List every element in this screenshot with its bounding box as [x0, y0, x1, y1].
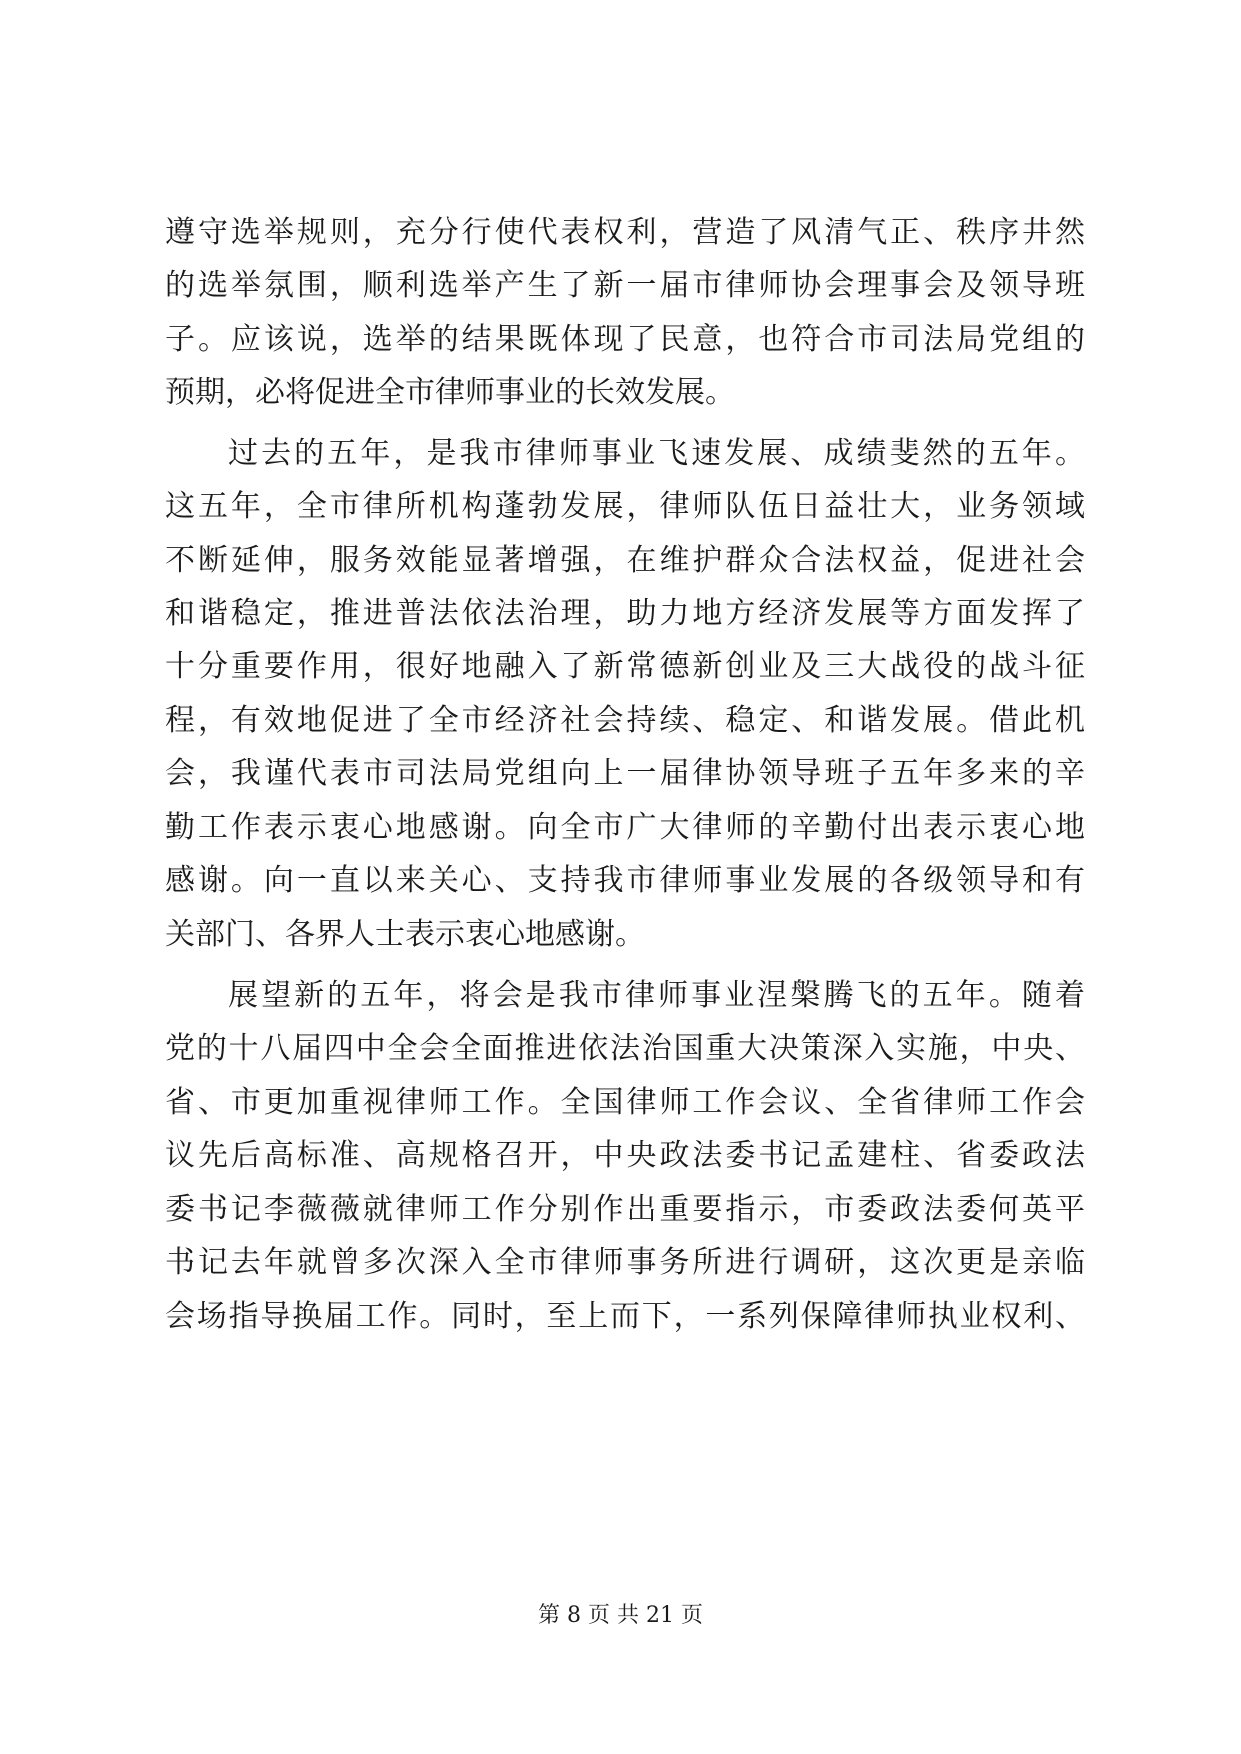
text-line: 委书记李薇薇就律师工作分别作出重要指示，市委政法委何英平: [165, 1192, 1085, 1227]
paragraph-first-line: 过去的五年，是我市律师事业飞速发展、成绩斐然的五年。: [228, 436, 1085, 471]
text-line: 遵守选举规则，充分行使代表权利，营造了风清气正、秩序井然: [165, 215, 1085, 250]
text-line: 程，有效地促进了全市经济社会持续、稳定、和谐发展。借此机: [165, 703, 1085, 738]
page-footer: 第 8 页 共 21 页: [538, 1603, 703, 1628]
text-line: 省、市更加重视律师工作。全国律师工作会议、全省律师工作会: [165, 1085, 1085, 1120]
text-line: 党的十八届四中全会全面推进依法治国重大决策深入实施，中央、: [165, 1031, 1085, 1066]
text-line: 关部门、各界人士表示衷心地感谢。: [165, 917, 645, 952]
text-line: 感谢。向一直以来关心、支持我市律师事业发展的各级领导和有: [165, 863, 1085, 898]
text-line: 的选举氛围，顺利选举产生了新一届市律师协会理事会及领导班: [165, 268, 1085, 303]
paragraph-first-line: 展望新的五年，将会是我市律师事业涅槃腾飞的五年。随着: [228, 978, 1085, 1013]
text-line: 预期，必将促进全市律师事业的长效发展。: [165, 375, 735, 410]
text-line: 这五年，全市律所机构蓬勃发展，律师队伍日益壮大，业务领域: [165, 489, 1085, 524]
text-line: 子。应该说，选举的结果既体现了民意，也符合市司法局党组的: [165, 322, 1085, 357]
text-line: 书记去年就曾多次深入全市律师事务所进行调研，这次更是亲临: [165, 1245, 1085, 1280]
text-line: 议先后高标准、高规格召开，中央政法委书记孟建柱、省委政法: [165, 1138, 1085, 1173]
text-line: 勤工作表示衷心地感谢。向全市广大律师的辛勤付出表示衷心地: [165, 810, 1085, 845]
text-line: 会，我谨代表市司法局党组向上一届律协领导班子五年多来的辛: [165, 756, 1085, 791]
text-line: 不断延伸，服务效能显著增强，在维护群众合法权益，促进社会: [165, 543, 1085, 578]
text-line: 会场指导换届工作。同时，至上而下，一系列保障律师执业权利、: [165, 1299, 1085, 1334]
text-line: 和谐稳定，推进普法依法治理，助力地方经济发展等方面发挥了: [165, 596, 1085, 631]
text-line: 十分重要作用，很好地融入了新常德新创业及三大战役的战斗征: [165, 649, 1085, 684]
